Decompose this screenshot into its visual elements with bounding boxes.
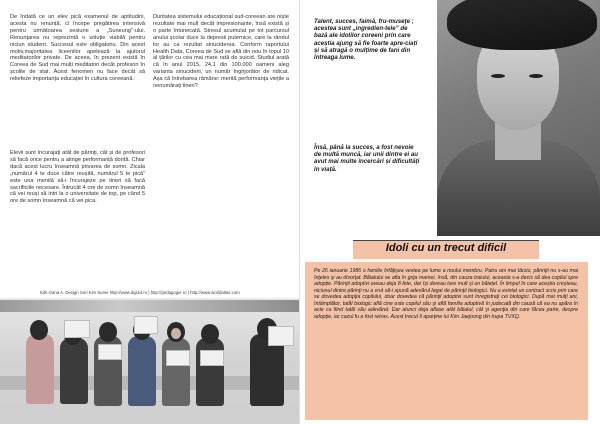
- portrait-left-eye: [491, 74, 505, 78]
- portrait-right-eye: [529, 74, 543, 78]
- pull-quote-1: Talent, succes, faimă, fru-museţe ; acestea sunt „ingredien-tele” de bază ale idolilor coreeni prin care aceștia ajung să fie foarte apre-ciați și să atragă o mulțime de fani din întreaga lume.: [314, 18, 418, 62]
- article-column-1: De îndată ce un elev pică examenul de aptitudini, acesta nu renunță, ci începe pregătirea intensivă pentru următoarea sesiune a „Suneung”-ului. Renunțarea nu reprezintă o soluție viabilă pentru niciun student. Succesul este obligatoriu. Din acest motiv,majoritatea liceenilor apelează la ajutorul meditatorilor private. De aceea, în prezent există în Coreea de Sud mai mulți meditatori decât profesori în școlile de stat. Acest fenomen nu face decât să reliefeze importanța educației în cultura coreeană.: [10, 14, 145, 83]
- story-text: Pe 26 ianuarie 1986 o familie înfăţişea vestea pe lume a noului membru. Patru ani mai târziu, părinţii nu s-au mai înţeles şi au divorţat. Băiatului se afla în grija mamei, însă, din cauza traiului, aceasta s-a decis să dea copilul spre adopţie. Părinţii adoptivi aveau deja 8 fete, dar îşi doreau tare mult şi un băieţel. În timpul în care aceştia creşteau, niciunul dintre părinţi nu a vrut să-i spună adevărul legat de părinţii biologici. Nu a existat un contract scris prin care se dovedea adopţia copilului, doar dovedea că părinţii adoptivi sunt înregistraţi cei biologici. După mai mulţi ani, întâmplător, tatăl biologic află cine este copilul său şi află familia adoptivă în judecată din cauză că ea nu apăra în acte ca fiind tatăl său adevărat. Dar atunci deja aflase atât băiatul, cât şi agenţia din care făcea parte, despre adopţie, iar cazul fu a fost retras. Acest trecut îi aparţine lui Kim Jaejoong din trupa TVXQ.: [314, 268, 578, 320]
- pull-quote-2: Însă, până la succes, a fost nevoie de multă muncă, iar unii dintre ei au avut mai multe încercări și dificultăți în viață.: [314, 144, 420, 173]
- section-title-bar: [353, 240, 539, 259]
- right-page: [300, 0, 600, 424]
- portrait-hair: [447, 0, 597, 50]
- student-5: [162, 338, 190, 406]
- student-1-head: [30, 320, 48, 340]
- student-6: [196, 338, 224, 406]
- student-6-head: [201, 324, 219, 344]
- idol-portrait-photo: [437, 0, 600, 236]
- student-7-book: [268, 326, 294, 346]
- student-2: [60, 338, 88, 404]
- photo-banner: [0, 300, 300, 312]
- article-column-1-paragraph-2: Elevii sunt încurajați atât de părinți, cât și de profesori să facă orice pentru a atinge performanță dorită. Chiar dacă acest lucru înseamnă privarea de somn. Zicala „numărul 4 te duce către reușită, numărul 5 te pică” este una menită să-i încurajeze pe tineri să facă sacrificiile necesare. Întrucât 4 ore de somn înseamnă că vei reuși să intri la o universitate de top, pe când 5 ore de somn înseamnă că vei pica.: [10, 150, 145, 205]
- student-5-book: [166, 350, 190, 366]
- student-2-book: [64, 320, 90, 338]
- story-box: [305, 262, 588, 420]
- student-5-face: [171, 328, 181, 339]
- student-1: [26, 334, 54, 404]
- student-4: [128, 336, 156, 406]
- students-reading-photo: [0, 298, 300, 424]
- credits-line: Edit Oana A. Design Sori Kim Surse http://www.digi24.ro | http://pedagogie.ro | http://www.worldatlas.com: [40, 290, 240, 295]
- student-6-book: [200, 350, 224, 366]
- section-title: Idoli cu un trecut dificil: [385, 242, 507, 254]
- article-column-2: Duritatea sistemului educațional sud-coreean are niște rezultate mai mult decât impresionante, însă există și o parte întunecată. Stresul acumulat pe tot parcursul anului școlar duce la depresii puternice, care la rândul lor au ca rezultat sinuciderea. Conform raportului Health Data, Coreea de Sud se află din nou în topul 10 al țărilor cu cea mai mare rată de suicid. Studiul arată că în anul 2015, 24,1 din 100.000 oameni aleg varianta sinuciderii, un număr îngrijorător de ridicat. Așa că întrebarea rămâne: merită performanța viețile a nenumărați tineri?: [153, 14, 289, 90]
- student-4-book: [134, 316, 158, 334]
- student-3-book: [98, 344, 122, 360]
- student-3-head: [99, 322, 117, 342]
